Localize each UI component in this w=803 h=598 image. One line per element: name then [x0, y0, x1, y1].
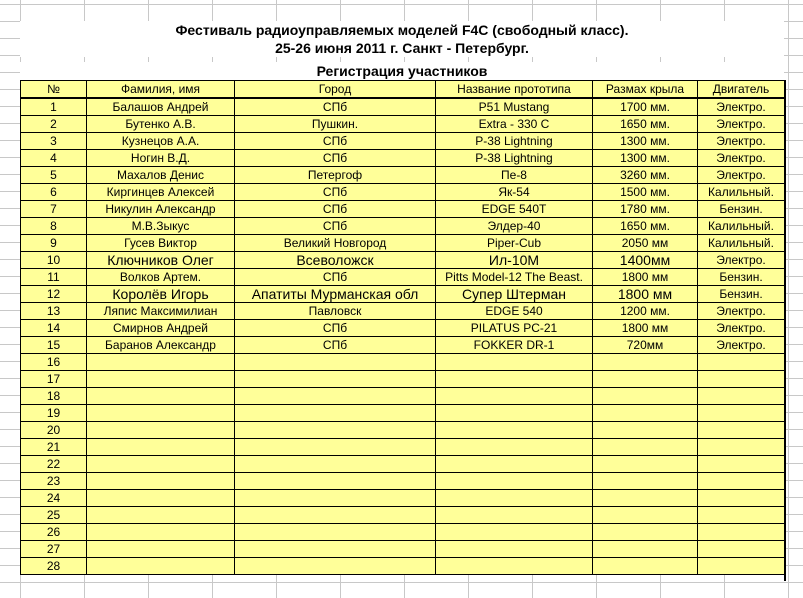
table-row: [21, 167, 785, 184]
cell-number[interactable]: 20: [21, 422, 87, 439]
table-row: [21, 439, 785, 456]
cell-number[interactable]: 25: [21, 507, 87, 524]
table-row: [21, 337, 785, 354]
cell-name[interactable]: [87, 388, 235, 405]
cell-prototype[interactable]: Extra - 330 C: [436, 116, 593, 133]
cell-number[interactable]: 14: [21, 320, 87, 337]
table-row: [21, 184, 785, 201]
cell-city[interactable]: СПб: [235, 201, 436, 218]
cell-city[interactable]: СПб: [235, 184, 436, 201]
cell-engine[interactable]: Электро.: [698, 252, 785, 269]
table-row: [21, 541, 785, 558]
cell-prototype[interactable]: Супер Штерман: [436, 286, 593, 303]
cell-city[interactable]: [235, 490, 436, 507]
cell-wingspan[interactable]: [593, 490, 698, 507]
cell-engine[interactable]: Калильный.: [698, 184, 785, 201]
cell-engine[interactable]: Бензин.: [698, 286, 785, 303]
cell-engine[interactable]: [698, 405, 785, 422]
cell-city[interactable]: СПб: [235, 337, 436, 354]
table-row: [21, 269, 785, 286]
cell-name[interactable]: Ляпис Максимилиан: [87, 303, 235, 320]
cell-engine[interactable]: [698, 507, 785, 524]
cell-wingspan[interactable]: [593, 422, 698, 439]
cell-number[interactable]: 23: [21, 473, 87, 490]
column-header-prototype[interactable]: Название прототипа: [436, 81, 593, 99]
column-header-engine[interactable]: Двигатель: [698, 81, 785, 99]
cell-city[interactable]: СПб: [235, 218, 436, 235]
cell-wingspan[interactable]: 1780 мм.: [593, 201, 698, 218]
cell-engine[interactable]: Электро.: [698, 116, 785, 133]
cell-wingspan[interactable]: [593, 371, 698, 388]
cell-engine[interactable]: Бензин.: [698, 201, 785, 218]
cell-city[interactable]: [235, 541, 436, 558]
cell-number[interactable]: 15: [21, 337, 87, 354]
cell-city[interactable]: [235, 422, 436, 439]
cell-prototype[interactable]: [436, 524, 593, 541]
cell-name[interactable]: [87, 371, 235, 388]
cell-engine[interactable]: [698, 354, 785, 371]
cell-prototype[interactable]: P-38 Lightning: [436, 150, 593, 167]
cell-prototype[interactable]: [436, 405, 593, 422]
cell-number[interactable]: 1: [21, 98, 87, 116]
cell-engine[interactable]: [698, 541, 785, 558]
cell-engine[interactable]: Электро.: [698, 303, 785, 320]
table-row: [21, 116, 785, 133]
cell-prototype[interactable]: [436, 456, 593, 473]
section-heading[interactable]: Регистрация участников: [20, 62, 784, 80]
table-row: [21, 456, 785, 473]
cell-city[interactable]: СПб: [235, 98, 436, 116]
cell-name[interactable]: [87, 490, 235, 507]
table-row: [21, 422, 785, 439]
cell-prototype[interactable]: EDGE 540: [436, 303, 593, 320]
cell-name[interactable]: Киргинцев Алексей: [87, 184, 235, 201]
cell-prototype[interactable]: PILATUS PC-21: [436, 320, 593, 337]
cell-number[interactable]: 27: [21, 541, 87, 558]
cell-number[interactable]: 24: [21, 490, 87, 507]
cell-wingspan[interactable]: [593, 473, 698, 490]
cell-number[interactable]: 2: [21, 116, 87, 133]
cell-engine[interactable]: Калильный.: [698, 235, 785, 252]
cell-wingspan[interactable]: 1800 мм: [593, 269, 698, 286]
cell-wingspan[interactable]: 1500 мм.: [593, 184, 698, 201]
cell-name[interactable]: [87, 524, 235, 541]
cell-number[interactable]: 22: [21, 456, 87, 473]
table-right-border: [784, 80, 786, 581]
cell-prototype[interactable]: Элдер-40: [436, 218, 593, 235]
cell-city[interactable]: СПб: [235, 133, 436, 150]
cell-name[interactable]: Ногин В.Д.: [87, 150, 235, 167]
cell-name[interactable]: М.В.Зыкус: [87, 218, 235, 235]
table-row: [21, 201, 785, 218]
cell-wingspan[interactable]: [593, 456, 698, 473]
table-row: [21, 354, 785, 371]
table-row: [21, 303, 785, 320]
cell-city[interactable]: СПб: [235, 150, 436, 167]
cell-name[interactable]: Кузнецов А.А.: [87, 133, 235, 150]
cell-number[interactable]: 12: [21, 286, 87, 303]
cell-prototype[interactable]: Як-54: [436, 184, 593, 201]
cell-name[interactable]: [87, 422, 235, 439]
table-row: [21, 320, 785, 337]
table-row: [21, 473, 785, 490]
cell-number[interactable]: 16: [21, 354, 87, 371]
cell-prototype[interactable]: [436, 558, 593, 575]
cell-name[interactable]: Гусев Виктор: [87, 235, 235, 252]
cell-name[interactable]: [87, 439, 235, 456]
cell-prototype[interactable]: Ил-10М: [436, 252, 593, 269]
cell-number[interactable]: 17: [21, 371, 87, 388]
cell-city[interactable]: [235, 405, 436, 422]
cell-wingspan[interactable]: [593, 541, 698, 558]
cell-wingspan[interactable]: [593, 558, 698, 575]
cell-city[interactable]: [235, 439, 436, 456]
cell-number[interactable]: 13: [21, 303, 87, 320]
cell-city[interactable]: [235, 354, 436, 371]
cell-city[interactable]: [235, 371, 436, 388]
cell-engine[interactable]: [698, 490, 785, 507]
cell-number[interactable]: 28: [21, 558, 87, 575]
cell-name[interactable]: [87, 558, 235, 575]
cell-wingspan[interactable]: [593, 524, 698, 541]
table-row: [21, 490, 785, 507]
cell-prototype[interactable]: [436, 439, 593, 456]
cell-prototype[interactable]: Pitts Model-12 The Beast.: [436, 269, 593, 286]
cell-wingspan[interactable]: 1650 мм.: [593, 218, 698, 235]
cell-name[interactable]: Никулин Александр: [87, 201, 235, 218]
cell-city[interactable]: [235, 558, 436, 575]
cell-number[interactable]: 18: [21, 388, 87, 405]
cell-name[interactable]: Бутенко А.В.: [87, 116, 235, 133]
table-row: [21, 405, 785, 422]
cell-city[interactable]: [235, 473, 436, 490]
cell-engine[interactable]: [698, 422, 785, 439]
table-row: [21, 252, 785, 269]
cell-name[interactable]: Махалов Денис: [87, 167, 235, 184]
table-row: [21, 371, 785, 388]
cell-prototype[interactable]: Piper-Cub: [436, 235, 593, 252]
table-row: [21, 524, 785, 541]
table-row: [21, 558, 785, 575]
table-body: [21, 98, 785, 575]
cell-wingspan[interactable]: 1200 мм.: [593, 303, 698, 320]
table-row: [21, 388, 785, 405]
sheet-subtitle[interactable]: 25-26 июня 2011 г. Санкт - Петербург.: [20, 39, 784, 57]
cell-prototype[interactable]: [436, 354, 593, 371]
cell-engine[interactable]: Электро.: [698, 167, 785, 184]
cell-engine[interactable]: Бензин.: [698, 269, 785, 286]
cell-prototype[interactable]: Пе-8: [436, 167, 593, 184]
column-header-city[interactable]: Город: [235, 81, 436, 99]
cell-prototype[interactable]: [436, 490, 593, 507]
cell-name[interactable]: [87, 541, 235, 558]
cell-wingspan[interactable]: 720мм: [593, 337, 698, 354]
cell-wingspan[interactable]: 1650 мм.: [593, 116, 698, 133]
cell-name[interactable]: Смирнов Андрей: [87, 320, 235, 337]
cell-city[interactable]: [235, 456, 436, 473]
cell-city[interactable]: [235, 388, 436, 405]
sheet-title[interactable]: Фестиваль радиоуправляемых моделей F4C (свободный класс).: [20, 21, 784, 39]
cell-name[interactable]: [87, 507, 235, 524]
cell-city[interactable]: СПб: [235, 320, 436, 337]
cell-wingspan[interactable]: 1800 мм: [593, 286, 698, 303]
cell-wingspan[interactable]: [593, 507, 698, 524]
cell-wingspan[interactable]: [593, 439, 698, 456]
cell-engine[interactable]: [698, 473, 785, 490]
cell-wingspan[interactable]: 1300 мм.: [593, 150, 698, 167]
table-row: [21, 98, 785, 116]
cell-city[interactable]: [235, 507, 436, 524]
cell-engine[interactable]: Калильный.: [698, 218, 785, 235]
cell-number[interactable]: 10: [21, 252, 87, 269]
cell-engine[interactable]: Электро.: [698, 98, 785, 116]
cell-number[interactable]: 7: [21, 201, 87, 218]
column-header-name[interactable]: Фамилия, имя: [87, 81, 235, 99]
cell-engine[interactable]: [698, 558, 785, 575]
cell-prototype[interactable]: EDGE 540T: [436, 201, 593, 218]
table-row: [21, 286, 785, 303]
cell-name[interactable]: Ключников Олег: [87, 252, 235, 269]
cell-prototype[interactable]: [436, 473, 593, 490]
cell-number[interactable]: 11: [21, 269, 87, 286]
table-row: [21, 507, 785, 524]
cell-wingspan[interactable]: 3260 мм.: [593, 167, 698, 184]
cell-prototype[interactable]: [436, 507, 593, 524]
cell-wingspan[interactable]: [593, 405, 698, 422]
cell-engine[interactable]: [698, 371, 785, 388]
cell-number[interactable]: 5: [21, 167, 87, 184]
table-row: [21, 133, 785, 150]
cell-number[interactable]: 21: [21, 439, 87, 456]
cell-prototype[interactable]: [436, 422, 593, 439]
cell-wingspan[interactable]: 1800 мм: [593, 320, 698, 337]
cell-number[interactable]: 3: [21, 133, 87, 150]
table-row: [21, 218, 785, 235]
cell-number[interactable]: 4: [21, 150, 87, 167]
cell-name[interactable]: Баранов Александр: [87, 337, 235, 354]
cell-wingspan[interactable]: 1400мм: [593, 252, 698, 269]
cell-engine[interactable]: Электро.: [698, 337, 785, 354]
cell-prototype[interactable]: [436, 541, 593, 558]
cell-name[interactable]: Королёв Игорь: [87, 286, 235, 303]
cell-city[interactable]: Петергоф: [235, 167, 436, 184]
cell-number[interactable]: 8: [21, 218, 87, 235]
cell-engine[interactable]: [698, 524, 785, 541]
cell-name[interactable]: [87, 354, 235, 371]
cell-wingspan[interactable]: 2050 мм: [593, 235, 698, 252]
cell-engine[interactable]: Электро.: [698, 133, 785, 150]
cell-prototype[interactable]: P-38 Lightning: [436, 133, 593, 150]
cell-name[interactable]: [87, 456, 235, 473]
cell-city[interactable]: Всеволожск: [235, 252, 436, 269]
cell-name[interactable]: [87, 405, 235, 422]
cell-number[interactable]: 9: [21, 235, 87, 252]
cell-engine[interactable]: Электро.: [698, 320, 785, 337]
cell-city[interactable]: Апатиты Мурманская обл: [235, 286, 436, 303]
cell-city[interactable]: Великий Новгород: [235, 235, 436, 252]
cell-engine[interactable]: [698, 439, 785, 456]
cell-wingspan[interactable]: [593, 354, 698, 371]
registration-table: [20, 80, 785, 575]
cell-city[interactable]: СПб: [235, 269, 436, 286]
column-header-number[interactable]: №: [21, 81, 87, 99]
header-row: [21, 81, 785, 99]
cell-name[interactable]: Волков Артем.: [87, 269, 235, 286]
cell-wingspan[interactable]: [593, 388, 698, 405]
cell-name[interactable]: Балашов Андрей: [87, 98, 235, 116]
cell-prototype[interactable]: FOKKER DR-1: [436, 337, 593, 354]
cell-engine[interactable]: [698, 388, 785, 405]
cell-number[interactable]: 26: [21, 524, 87, 541]
cell-city[interactable]: [235, 524, 436, 541]
table-row: [21, 150, 785, 167]
cell-prototype[interactable]: [436, 388, 593, 405]
cell-engine[interactable]: Электро.: [698, 150, 785, 167]
cell-city[interactable]: Павловск: [235, 303, 436, 320]
cell-prototype[interactable]: [436, 371, 593, 388]
column-header-wingspan[interactable]: Размах крыла: [593, 81, 698, 99]
cell-wingspan[interactable]: 1700 мм.: [593, 98, 698, 116]
cell-number[interactable]: 19: [21, 405, 87, 422]
cell-name[interactable]: [87, 473, 235, 490]
cell-city[interactable]: Пушкин.: [235, 116, 436, 133]
cell-engine[interactable]: [698, 456, 785, 473]
cell-prototype[interactable]: P51 Mustang: [436, 98, 593, 116]
cell-number[interactable]: 6: [21, 184, 87, 201]
table-row: [21, 235, 785, 252]
cell-wingspan[interactable]: 1300 мм.: [593, 133, 698, 150]
